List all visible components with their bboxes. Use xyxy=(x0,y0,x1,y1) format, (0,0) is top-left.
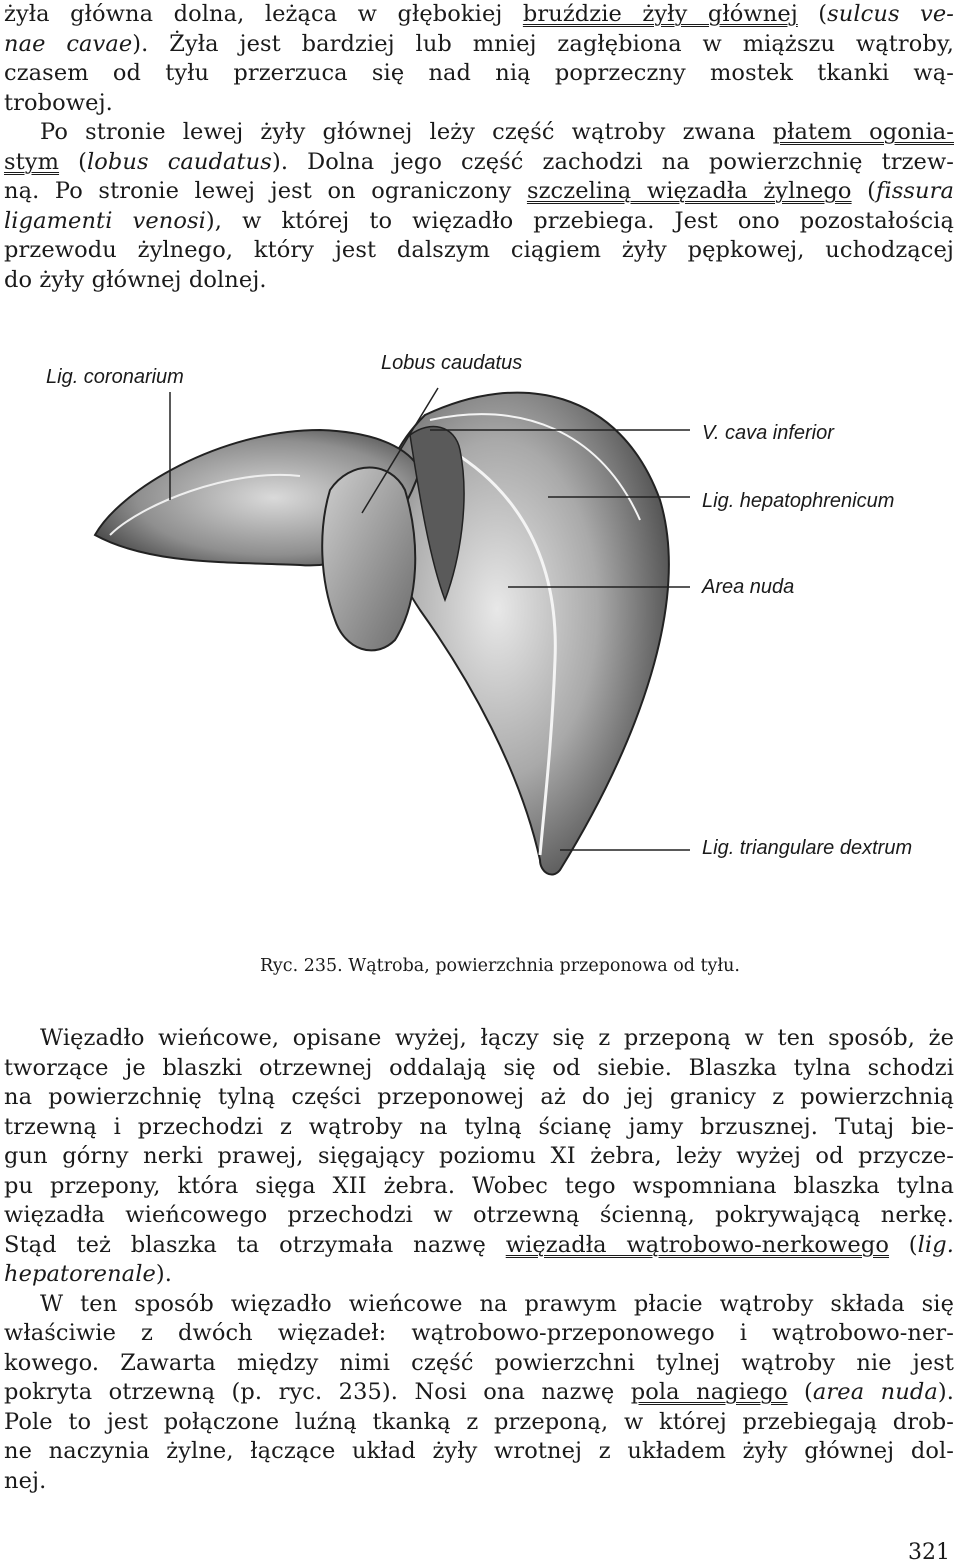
text-line xyxy=(4,236,954,266)
text-run: tworzące je blaszki otrzewnej oddalają się od siebie. Blaszka tylna schodzi xyxy=(4,1054,954,1081)
text-run: ), w której to więzadło przebiega. Jest ono pozostałością xyxy=(205,207,954,234)
text-run: ną. Po stronie lewej jest on ograniczony xyxy=(4,178,527,204)
text-run: W ten sposób więzadło wieńcowe na prawym płacie wątroby składa się xyxy=(40,1290,954,1317)
latin-term: area nuda xyxy=(812,1379,938,1405)
text-line xyxy=(4,1319,954,1349)
text-line xyxy=(4,1260,954,1290)
text-run: ( xyxy=(851,178,877,204)
text-line xyxy=(4,89,954,119)
term-underlined: więzadła wątrobowo-nerkowego xyxy=(505,1231,889,1258)
text-run: ( xyxy=(797,1,828,27)
text-run: Pole to jest połączone luźną tkanką z przeponą, w której przebiegają drob- xyxy=(4,1408,954,1435)
text-run: żyła główna dolna, leżąca w głębokiej xyxy=(4,1,523,27)
text-line xyxy=(4,1113,954,1143)
text-line xyxy=(4,30,954,60)
text-run: nej. xyxy=(4,1467,47,1494)
text-line xyxy=(4,1290,954,1320)
text-line xyxy=(4,1378,954,1408)
text-run: właściwie z dwóch więzadeł: wątrobowo-przeponowego i wątrobowo-ner- xyxy=(4,1320,954,1346)
text-run: ( xyxy=(787,1379,813,1405)
text-run: ( xyxy=(888,1231,918,1258)
text-line xyxy=(4,266,954,296)
text-run: czasem od tyłu przerzuca się nad nią poprzeczny mostek tkanki wą- xyxy=(4,60,954,86)
latin-term: nae cavae xyxy=(4,30,133,57)
text-line xyxy=(4,1172,954,1202)
latin-term: fissura xyxy=(876,178,954,204)
text-line xyxy=(4,1054,954,1084)
label-v-cava-inferior: V. cava inferior xyxy=(702,422,834,444)
term-underlined: bruździe żyły głównej xyxy=(522,1,798,27)
label-lig-triangulare-dextrum: Lig. triangulare dextrum xyxy=(702,837,913,859)
term-underlined: płatem ogonia- xyxy=(772,119,954,145)
text-run: Stąd też blaszka ta otrzymała nazwę xyxy=(4,1231,506,1258)
text-line xyxy=(4,207,954,237)
latin-term: hepatorenale xyxy=(4,1261,156,1287)
text-line xyxy=(4,0,954,30)
text-line xyxy=(4,177,954,207)
label-lobus-caudatus: Lobus caudatus xyxy=(381,352,523,374)
text-run: Więzadło wieńcowe, opisane wyżej, łączy się z przeponą w ten sposób, że xyxy=(40,1025,954,1051)
paragraph-bottom xyxy=(4,1024,954,1496)
text-run: więzadła wieńcowego przechodzi w otrzewną ścienną, pokrywającą nerkę. xyxy=(4,1202,954,1228)
text-line xyxy=(4,1437,954,1467)
text-run: pokryta otrzewną (p. ryc. 235). Nosi ona nazwę xyxy=(4,1379,631,1405)
term-underlined: pola nagiego xyxy=(630,1379,788,1405)
text-run: przewodu żylnego, który jest dalszym ciągiem żyły pępkowej, uchodzącej xyxy=(4,237,954,263)
text-line xyxy=(4,1408,954,1438)
text-line xyxy=(4,59,954,89)
text-run: ). xyxy=(155,1261,173,1287)
text-run: pu przepony, która sięga XII żebra. Wobec tego wspomniana blaszka tylna xyxy=(4,1172,954,1199)
text-run: trobowej. xyxy=(4,89,113,116)
label-lig-coronarium: Lig. coronarium xyxy=(46,366,184,388)
text-line xyxy=(4,1349,954,1379)
text-run: ( xyxy=(59,148,87,175)
page-number: 321 xyxy=(908,1540,950,1565)
label-area-nuda: Area nuda xyxy=(702,576,795,598)
text-run: do żyły głównej dolnej. xyxy=(4,266,267,293)
text-line xyxy=(4,148,954,178)
text-line xyxy=(4,1231,954,1261)
text-run: Po stronie lewej żyły głównej leży część wątroby zwana xyxy=(40,119,773,145)
text-line xyxy=(4,1083,954,1113)
figure-caption: Ryc. 235. Wątroba, powierzchnia przeponowa od tyłu. xyxy=(260,956,740,976)
text-run: na powierzchnię tylną części przeponowej aż do jej granicy z powierzchnią xyxy=(4,1084,954,1110)
term-underlined: szczeliną więzadła żylnego xyxy=(526,178,852,204)
latin-term: ligamenti venosi xyxy=(4,207,206,234)
text-line xyxy=(4,1142,954,1172)
text-line xyxy=(4,118,954,148)
latin-term: lobus caudatus xyxy=(86,148,272,175)
text-run: ). xyxy=(937,1379,954,1405)
text-run: gun górny nerki prawej, sięgający poziomu XI żebra, leży wyżej od przycze- xyxy=(4,1143,954,1169)
text-run: kowego. Zawarta między nimi część powierzchni tylnej wątroby nie jest xyxy=(4,1349,954,1376)
text-line xyxy=(4,1467,954,1497)
liver-figure xyxy=(0,300,960,940)
text-run: trzewną i przechodzi z wątroby na tylną ścianę jamy brzusznej. Tutaj bie- xyxy=(4,1113,954,1140)
paragraph-top xyxy=(4,0,954,295)
caudate-lobe xyxy=(322,468,415,651)
text-run: ). Dolna jego część zachodzi na powierzchnię trzew- xyxy=(271,148,954,175)
term-underlined: stym xyxy=(4,148,60,175)
text-run: ne naczynia żylne, łączące układ żyły wrotnej z układem żyły głównej dol- xyxy=(4,1438,954,1464)
text-run: ). Żyła jest bardziej lub mniej zagłębiona w miąższu wątroby, xyxy=(132,30,954,57)
label-lig-hepatophrenicum: Lig. hepatophrenicum xyxy=(702,490,895,512)
text-line xyxy=(4,1024,954,1054)
latin-term: sulcus ve- xyxy=(827,1,954,27)
text-line xyxy=(4,1201,954,1231)
latin-term: lig. xyxy=(917,1231,954,1258)
